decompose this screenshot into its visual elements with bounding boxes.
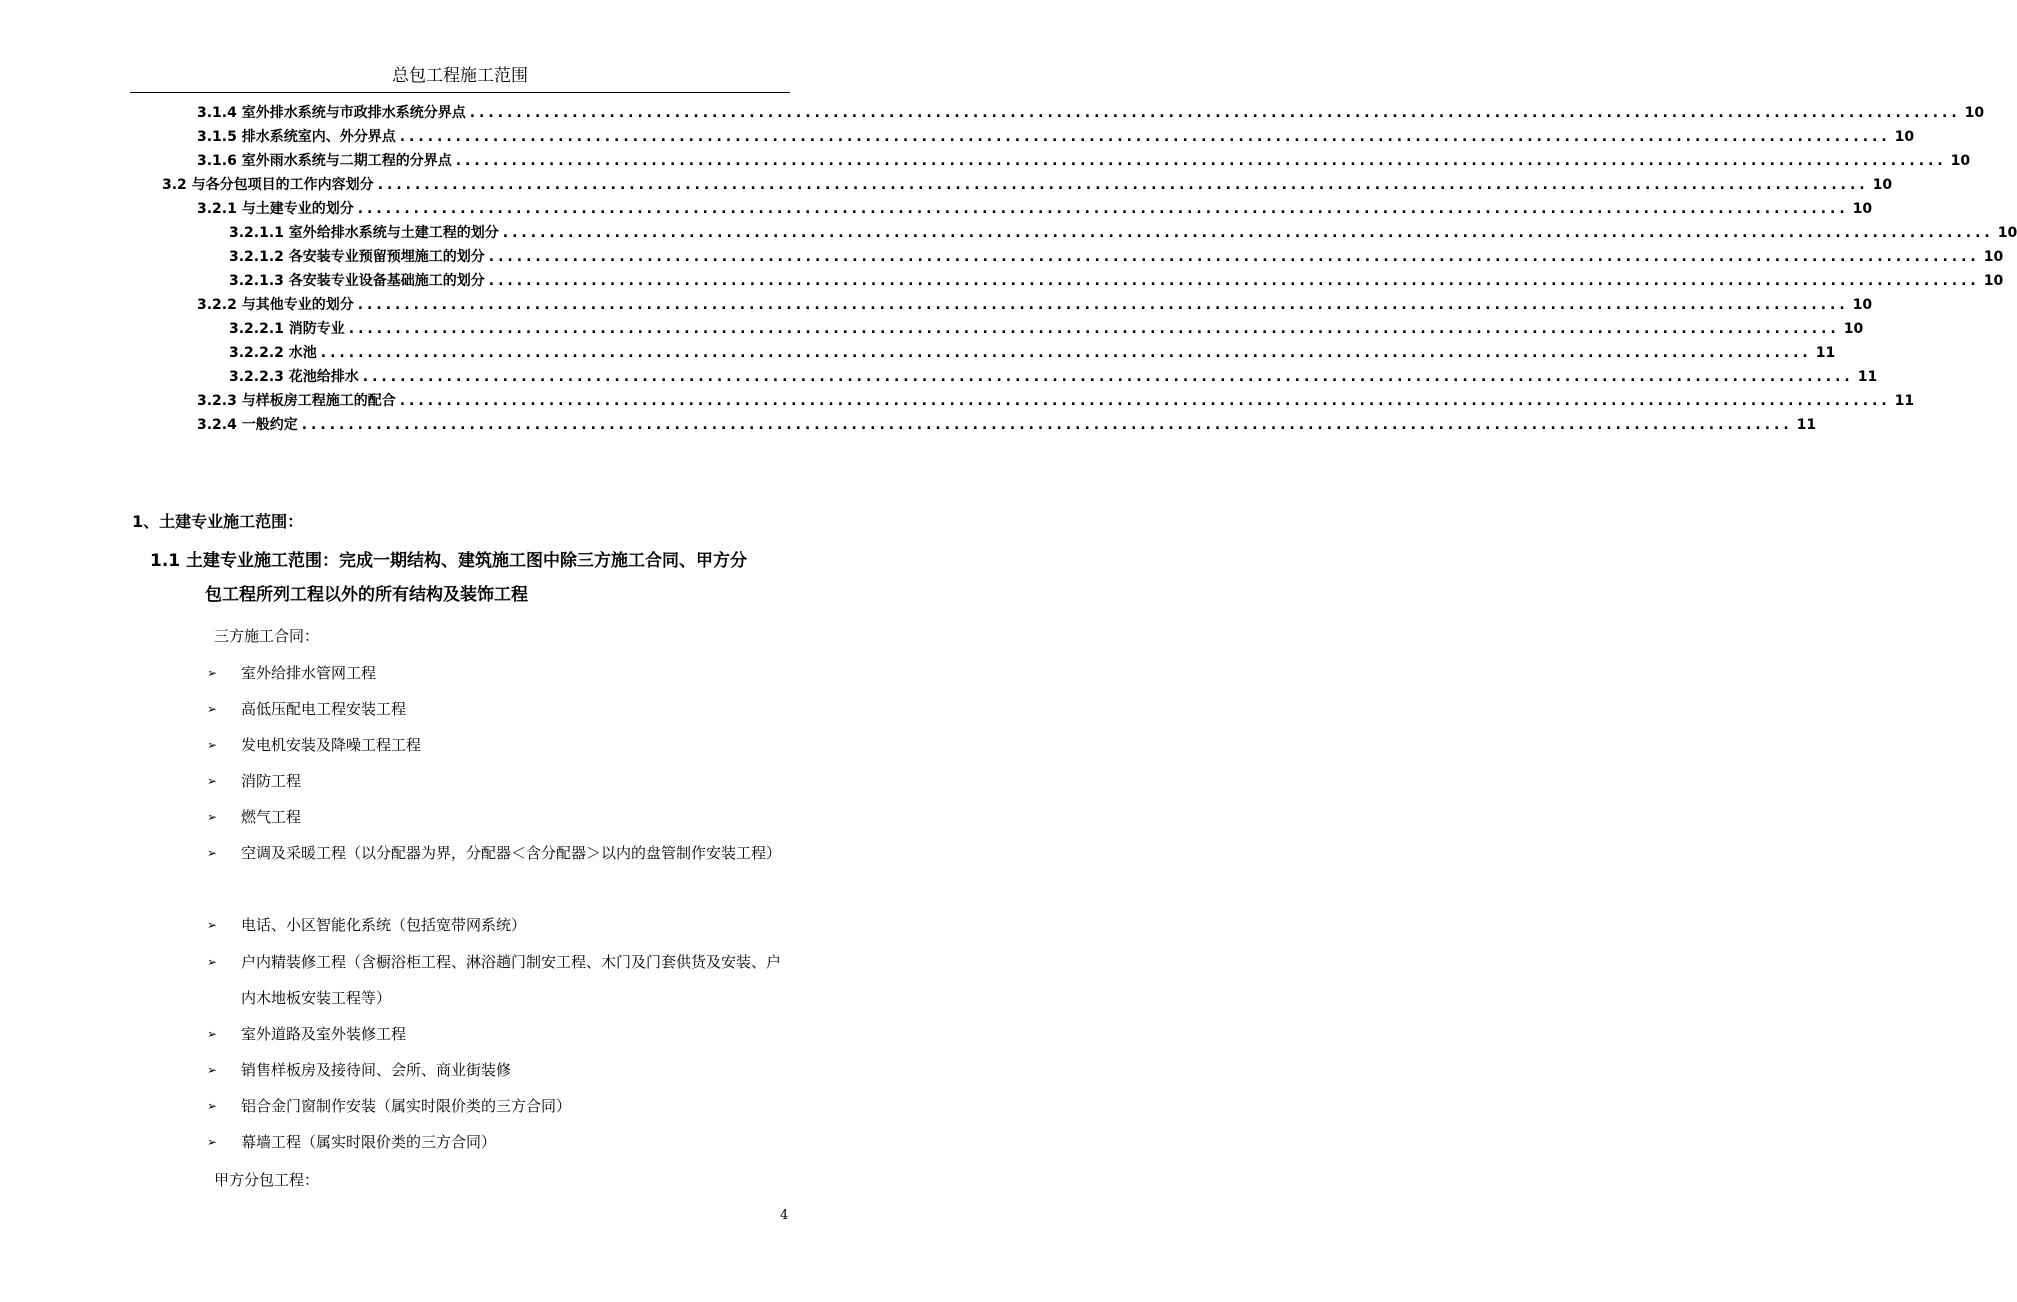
arrow-bullet-icon: ➢ [207, 810, 218, 824]
toc-label: 3.1.4 室外排水系统与市政排水系统分界点 [197, 105, 466, 121]
toc-page: 10 [1964, 105, 1985, 121]
toc-label: 3.2.4 一般约定 [197, 417, 298, 433]
toc-label: 3.2 与各分包项目的工作内容划分 [162, 177, 374, 193]
list-item-text: 消防工程 [241, 772, 302, 790]
arrow-bullet-icon: ➢ [207, 774, 218, 788]
list-item-text: 空调及采暖工程（以分配器为界，分配器＜含分配器＞以内的盘管制作安装工程） [241, 844, 782, 862]
toc-page: 11 [1796, 417, 1817, 433]
list-item-text: 铝合金门窗制作安装（属实时限价类的三方合同） [241, 1097, 572, 1115]
toc-line[interactable] [229, 314, 1864, 338]
list-item-text: 销售样板房及接待间、会所、商业街装修 [241, 1061, 512, 1079]
page-header-title: 总包工程施工范围 [392, 66, 528, 86]
arrow-bullet-icon: ➢ [207, 918, 218, 932]
toc-label: 3.2.1.2 各安装专业预留预埋施工的划分 [229, 249, 485, 265]
toc-label: 3.2.2.3 花池给排水 [229, 369, 359, 385]
toc-page: 10 [1983, 273, 2004, 289]
toc-line[interactable] [197, 386, 1915, 410]
toc-leader: ................................................................................................................................................................ [502, 225, 1994, 241]
list-item [207, 799, 792, 835]
toc-line[interactable] [197, 122, 1915, 146]
toc-line[interactable] [162, 170, 1893, 194]
arrow-bullet-icon: ➢ [207, 846, 218, 860]
toc-label: 3.1.6 室外雨水系统与二期工程的分界点 [197, 153, 452, 169]
list-item [207, 763, 792, 799]
toc-leader: ................................................................................................................................................................ [399, 129, 1891, 145]
toc-leader: ................................................................................................................................................................ [488, 273, 1980, 289]
toc-line[interactable] [229, 362, 1878, 386]
toc-leader: ................................................................................................................................................................ [357, 201, 1849, 217]
toc-line[interactable] [197, 290, 1873, 314]
arrow-bullet-icon: ➢ [207, 1063, 218, 1077]
toc-line[interactable] [229, 338, 1836, 362]
list-item [207, 727, 792, 763]
list-item-text: 户内精装修工程（含橱浴柜工程、淋浴趟门制安工程、木门及门套供货及安装、户内木地板安装工程等） [241, 953, 782, 1007]
toc-label: 3.2.1.3 各安装专业设备基础施工的划分 [229, 273, 485, 289]
toc-label: 3.2.2.1 消防专业 [229, 321, 345, 337]
arrow-bullet-icon: ➢ [207, 702, 218, 716]
toc-leader: ................................................................................................................................................................ [320, 345, 1812, 361]
toc-label: 3.2.3 与样板房工程施工的配合 [197, 393, 396, 409]
toc-leader: ................................................................................................................................................................ [488, 249, 1980, 265]
list-item-text: 高低压配电工程安装工程 [241, 700, 407, 718]
toc-page: 10 [1950, 153, 1971, 169]
toc-line[interactable] [197, 146, 1971, 170]
arrow-bullet-icon: ➢ [207, 666, 218, 680]
subsection-paragraph [150, 544, 795, 612]
tripartite-contracts-label: 三方施工合同： [214, 627, 320, 645]
toc-page: 11 [1894, 393, 1915, 409]
toc-label: 3.2.1.1 室外给排水系统与土建工程的划分 [229, 225, 499, 241]
list-item [207, 907, 792, 943]
list-item-text: 幕墙工程（属实时限价类的三方合同） [241, 1133, 497, 1151]
list-item [207, 691, 792, 727]
toc-line[interactable] [197, 98, 1985, 122]
list-item [207, 1016, 792, 1052]
toc-label: 3.2.2.2 水池 [229, 345, 317, 361]
list-item-text: 电话、小区智能化系统（包括宽带网系统） [241, 916, 527, 934]
toc-leader: ................................................................................................................................................................ [455, 153, 1947, 169]
toc-line[interactable] [229, 266, 2004, 290]
list-item [207, 835, 792, 871]
toc-line[interactable] [229, 218, 2017, 242]
toc-page: 10 [1852, 201, 1873, 217]
arrow-bullet-icon: ➢ [207, 1027, 218, 1041]
list-item [207, 944, 792, 1016]
section-heading: 1、土建专业施工范围： [132, 512, 304, 531]
toc-page: 11 [1857, 369, 1878, 385]
subsection-line-1: 1.1 土建专业施工范围：完成一期结构、建筑施工图中除三方施工合同、甲方分 [150, 551, 748, 571]
toc-label: 3.2.2 与其他专业的划分 [197, 297, 354, 313]
toc-page: 10 [1872, 177, 1893, 193]
toc-page: 10 [1983, 249, 2004, 265]
arrow-bullet-icon: ➢ [207, 1135, 218, 1149]
list-item-text: 发电机安装及降噪工程工程 [241, 736, 422, 754]
subsection-line-2: 包工程所列工程以外的所有结构及装饰工程 [205, 585, 528, 605]
toc-label: 3.1.5 排水系统室内、外分界点 [197, 129, 396, 145]
list-item [207, 1124, 792, 1160]
list-item [207, 1088, 792, 1124]
toc-page: 10 [1997, 225, 2017, 241]
arrow-bullet-icon: ➢ [207, 1099, 218, 1113]
list-item-text: 燃气工程 [241, 808, 302, 826]
list-item [207, 1052, 792, 1088]
toc-leader: ................................................................................................................................................................ [348, 321, 1840, 337]
toc-page: 10 [1894, 129, 1915, 145]
toc-leader: ................................................................................................................................................................ [301, 417, 1793, 433]
page-number: 4 [780, 1208, 789, 1223]
toc-page: 11 [1815, 345, 1836, 361]
toc-leader: ................................................................................................................................................................ [377, 177, 1869, 193]
toc-leader: ................................................................................................................................................................ [469, 105, 1961, 121]
list-item-text: 室外道路及室外装修工程 [241, 1025, 407, 1043]
toc-leader: ................................................................................................................................................................ [399, 393, 1891, 409]
arrow-bullet-icon: ➢ [207, 738, 218, 752]
header-rule [130, 92, 790, 93]
toc-label: 3.2.1 与土建专业的划分 [197, 201, 354, 217]
list-item-text: 室外给排水管网工程 [241, 664, 377, 682]
toc-line[interactable] [229, 242, 2004, 266]
toc-page: 10 [1843, 321, 1864, 337]
toc-line[interactable] [197, 194, 1873, 218]
owner-subcontract-label: 甲方分包工程： [214, 1171, 320, 1189]
arrow-bullet-icon: ➢ [207, 955, 218, 969]
toc-leader: ................................................................................................................................................................ [362, 369, 1854, 385]
toc-line[interactable] [197, 410, 1817, 434]
list-item [207, 655, 792, 691]
toc-leader: ................................................................................................................................................................ [357, 297, 1849, 313]
toc-page: 10 [1852, 297, 1873, 313]
